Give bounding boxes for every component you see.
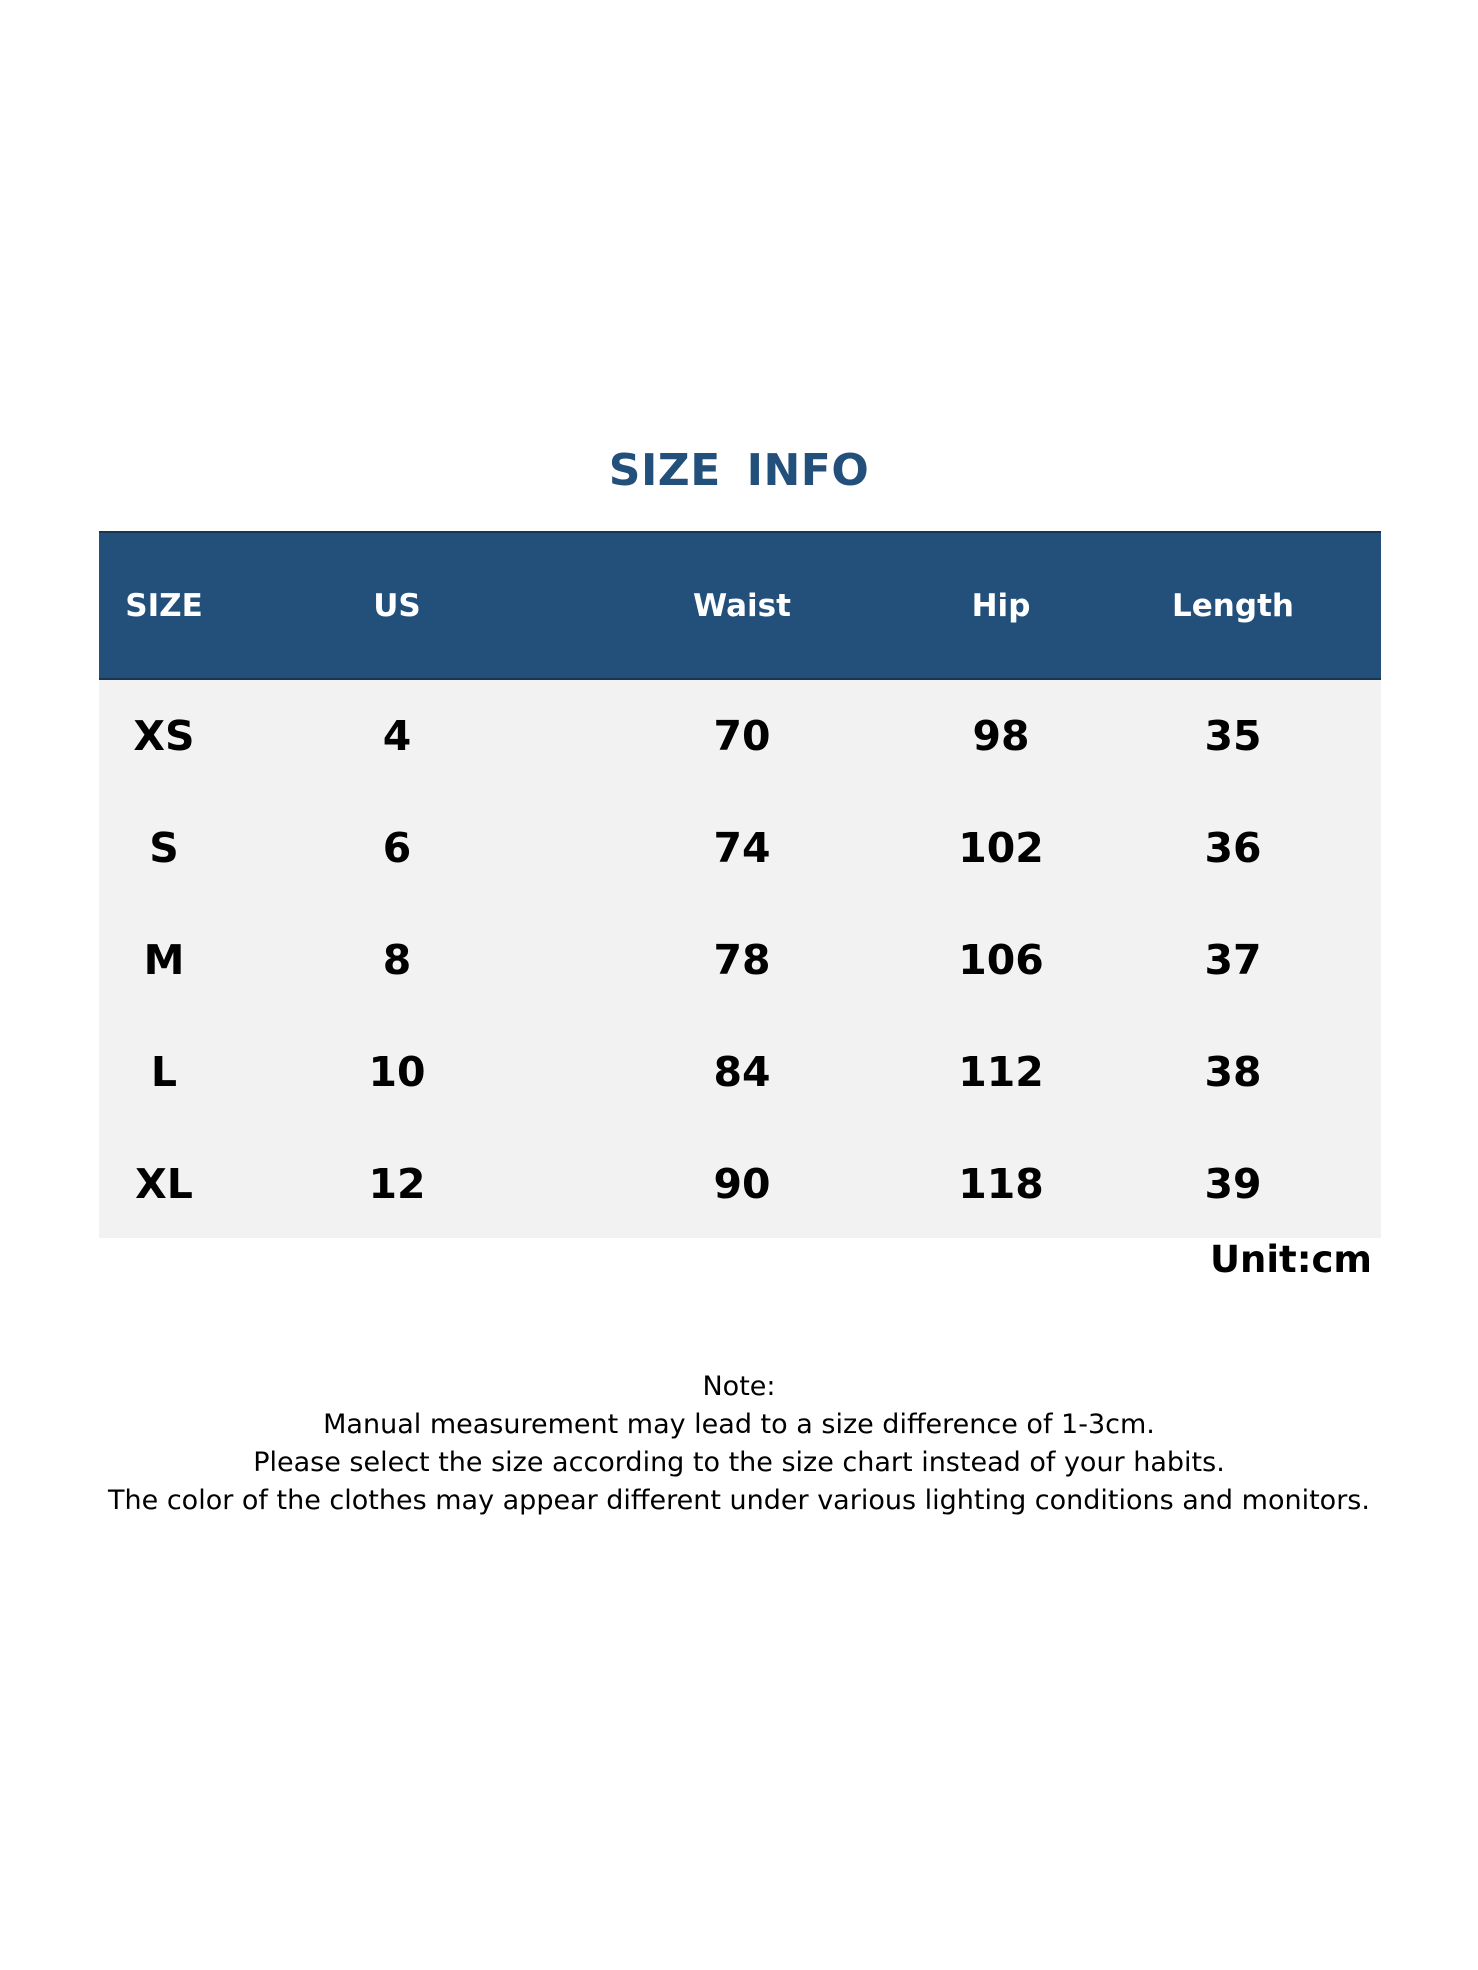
cell-length: 38 bbox=[1204, 1048, 1262, 1096]
cell-waist: 74 bbox=[713, 824, 771, 872]
cell-waist: 90 bbox=[713, 1160, 771, 1208]
cell-hip: 112 bbox=[958, 1048, 1044, 1096]
cell-waist: 84 bbox=[713, 1048, 771, 1096]
cell-us: 10 bbox=[368, 1048, 426, 1096]
cell-length: 39 bbox=[1204, 1160, 1262, 1208]
cell-size: XS bbox=[133, 712, 195, 760]
table-row bbox=[99, 1016, 1381, 1128]
cell-waist: 70 bbox=[713, 712, 771, 760]
header-hip: Hip bbox=[971, 587, 1031, 624]
notes bbox=[0, 1368, 1478, 1520]
cell-hip: 102 bbox=[958, 824, 1044, 872]
cell-hip: 118 bbox=[958, 1160, 1044, 1208]
header-size: SIZE bbox=[125, 587, 203, 624]
cell-length: 36 bbox=[1204, 824, 1262, 872]
cell-hip: 106 bbox=[958, 936, 1044, 984]
cell-waist: 78 bbox=[713, 936, 771, 984]
cell-length: 35 bbox=[1204, 712, 1262, 760]
table-row bbox=[99, 680, 1381, 792]
table-row bbox=[99, 904, 1381, 1016]
table-row bbox=[99, 792, 1381, 904]
note-line: Manual measurement may lead to a size difference of 1-3cm. bbox=[323, 1409, 1155, 1440]
note-heading: Note: bbox=[702, 1371, 776, 1402]
cell-hip: 98 bbox=[972, 712, 1030, 760]
table-header bbox=[99, 531, 1381, 680]
note-line: The color of the clothes may appear different under various lighting conditions and monitors. bbox=[108, 1485, 1370, 1516]
header-us: US bbox=[373, 587, 421, 624]
cell-us: 8 bbox=[382, 936, 412, 984]
cell-length: 37 bbox=[1204, 936, 1262, 984]
cell-size: M bbox=[143, 936, 185, 984]
size-table bbox=[99, 531, 1381, 1238]
header-waist: Waist bbox=[693, 587, 791, 624]
cell-size: S bbox=[149, 824, 179, 872]
note-line: Please select the size according to the size chart instead of your habits. bbox=[253, 1447, 1225, 1478]
cell-size: XL bbox=[135, 1160, 193, 1208]
header-length: Length bbox=[1172, 587, 1294, 624]
cell-us: 12 bbox=[368, 1160, 426, 1208]
cell-us: 6 bbox=[382, 824, 412, 872]
cell-us: 4 bbox=[382, 712, 412, 760]
table-row bbox=[99, 1128, 1381, 1240]
unit-label: Unit:cm bbox=[1209, 1238, 1372, 1281]
page-title: SIZE INFO bbox=[608, 445, 870, 496]
table-body bbox=[99, 680, 1381, 1238]
cell-size: L bbox=[150, 1048, 178, 1096]
